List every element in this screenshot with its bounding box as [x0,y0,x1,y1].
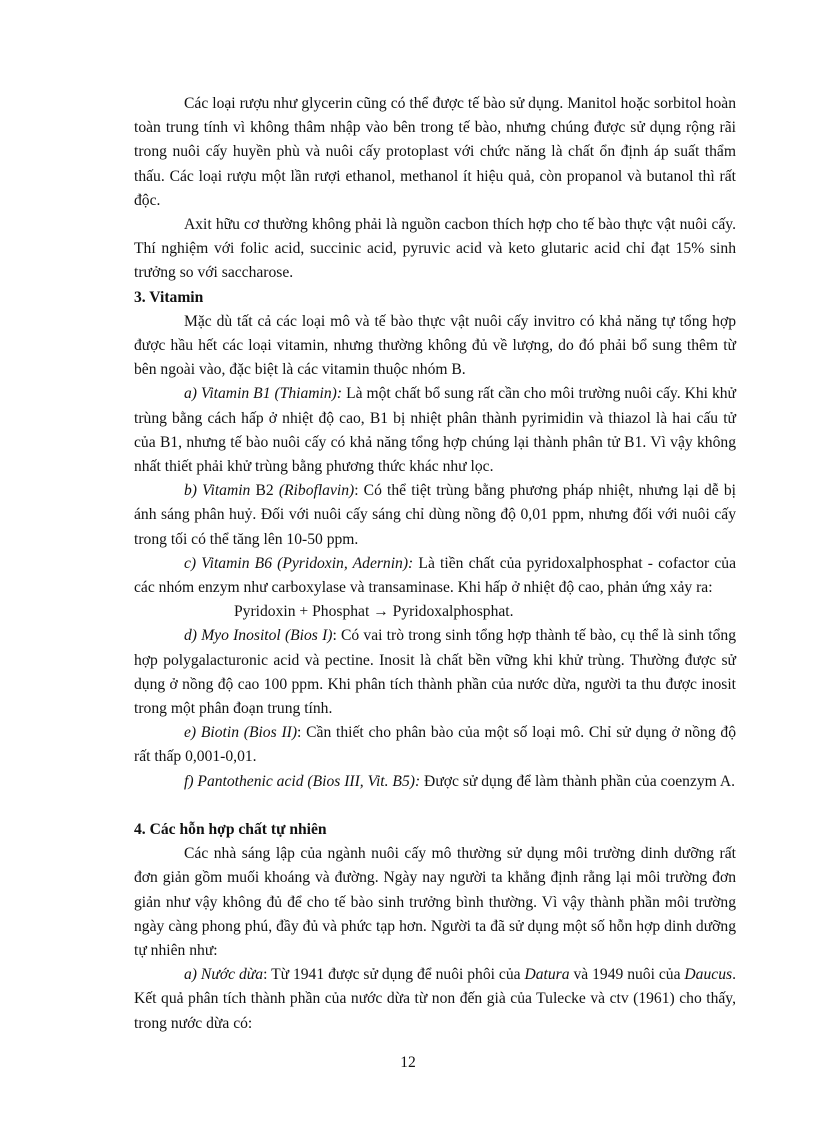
vitamin-b6-text: Là tiền chất của pyridoxalphosphat - cofactor của các nhóm enzym như carboxylase và transaminase. Khi hấp ở nhiệt độ cao, phản ứng xảy ra: [134,554,736,597]
paragraph-pantothenic-acid [134,770,736,794]
vitamin-b2-label: b) Vitamin [184,482,251,500]
daucus-name: Daucus [684,966,733,984]
paragraph-coconut-water [134,963,736,1036]
paragraph-organic-acids: Axit hữu cơ thường không phải là nguồn cacbon thích hợp cho tế bào thực vật nuôi cấy. Thí nghiệm với folic acid, succinic acid, pyruvic acid và keto glutaric acid chỉ đạt 15% sinh trưởng so với saccharose. [134,216,736,282]
biotin-text: : Cần thiết cho phân bào của một số loại mô. Chỉ sử dụng ở nồng độ rất thấp 0,001-0,01. [134,724,737,766]
datura-name: Datura [524,966,570,984]
pantothenic-acid-label: f) Pantothenic acid (Bios III, Vit. B5): [184,772,421,790]
pantothenic-acid-text: Được sử dụng để làm thành phần của coenzym A. [420,772,736,790]
page-number: 12 [400,1054,416,1071]
reaction-formula: Pyridoxin + Phosphat → Pyridoxalphosphat. [234,603,514,621]
section-heading-vitamin: 3. Vitamin [134,288,204,306]
paragraph-vitamin-b2 [134,479,736,552]
myo-inositol-text: : Có vai trò trong sinh tổng hợp thành tế bào, cụ thể là sinh tổng hợp polygalacturonic acid và pectine. Inosit là chất bền vững khi khử trùng. Thường được sử dụng ở nồng độ cao 100 ppm. Khi phân tích thành phần của nước dừa, người ta thu được inosit trong một phân đoạn trung tính. [134,627,737,718]
vitamin-b1-label: a) Vitamin B1 (Thiamin): [184,385,343,403]
paragraph-vitamin-b1 [134,382,736,479]
paragraph-alcohols: Các loại rượu như glycerin cũng có thể được tế bào sử dụng. Manitol hoặc sorbitol hoàn toàn trung tính vì không thâm nhập vào bên trong tế bào, nhưng chúng được sử dụng rộng rãi trong nuôi cấy huyền phù và nuôi cấy protoplast với chức năng là chất ổn định áp suất thẩm thấu. Các loại rượu một lần rượi ethanol, methanol ít hiệu quả, còn propanol và butanol thì rất độc. [134,95,736,209]
paragraph-vitamin-intro: Mặc dù tất cả các loại mô và tế bào thực vật nuôi cấy invitro có khả năng tự tổng hợp được hầu hết các loại vitamin, nhưng thường không đủ về lượng, do đó phải bổ sung thêm từ bên ngoài vào, đặc biệt là các vitamin thuộc nhóm B. [134,312,736,379]
coconut-water-label: a) Nước dừa [184,966,264,984]
paragraph-vitamin-b6 [134,552,736,600]
vitamin-b6-label: c) Vitamin B6 (Pyridoxin, Adernin): [184,554,414,572]
paragraph-natural-mixtures: Các nhà sáng lập của ngành nuôi cấy mô thường sử dụng môi trường dinh dưỡng rất đơn giản gồm muối khoáng và đường. Ngày nay người ta khẳng định rằng lại môi trường đơn giản như vậy không đủ để cho tế bào sinh trưởng bình thường. Vì vậy thành phần môi trường ngày càng phong phú, đầy đủ và phức tạp hơn. Người ta đã sử dụng một số hỗn hợp dinh dưỡng tự nhiên như: [134,845,736,959]
paragraph-biotin [134,721,736,769]
vitamin-b1-text: Là một chất bổ sung rất cần cho môi trường nuôi cấy. Khi khử trùng bằng cách hấp ở nhiệt độ cao, B1 bị nhiệt phân thành pyrimidin và thiazol là hai cấu tử của B1, nhưng tế bào nuôi cấy có khả năng tổng hợp chúng lại thành phân tử B1. Vì vậy không nhất thiết phải khử trùng bằng phương thức khác như lọc. [134,385,737,476]
section-heading-natural-mixtures: 4. Các hỗn hợp chất tự nhiên [134,820,327,838]
vitamin-b2-text: : Có thể tiệt trùng bằng phương pháp nhiệt, nhưng lại dễ bị ánh sáng phân huỷ. Đối với nuôi cấy sáng chỉ dùng nồng độ 0,01 ppm, nhưng đối với nuôi cấy trong tối có thể tăng lên 10-50 ppm. [134,482,736,548]
vitamin-b2-name: B2 [250,482,279,500]
paragraph-myo-inositol [134,624,736,721]
coconut-water-text-1: : Từ 1941 được sử dụng để nuôi phôi của [263,966,525,984]
coconut-water-text-3: . Kết quả phân tích thành phần của nước dừa từ non đến già của Tulecke và ctv (1961) cho thấy, trong nước dừa có: [134,966,736,1032]
myo-inositol-label: d) Myo Inositol (Bios I) [184,627,333,645]
vitamin-b2-riboflavin: (Riboflavin) [278,482,355,500]
coconut-water-text-2: và 1949 nuôi của [569,966,685,984]
biotin-label: e) Biotin (Bios II) [184,724,298,742]
page-content [134,92,736,1036]
